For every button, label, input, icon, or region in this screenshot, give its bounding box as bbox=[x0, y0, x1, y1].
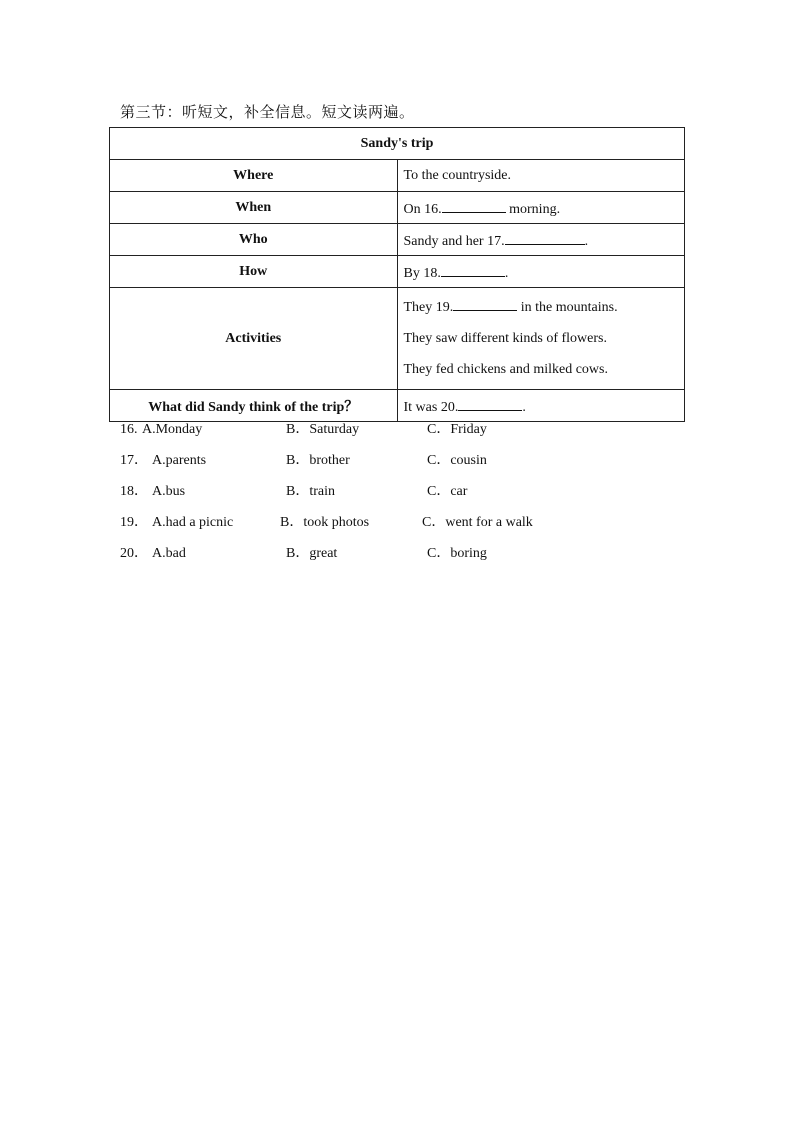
option-c[interactable]: C．boring bbox=[427, 546, 487, 561]
option-b[interactable]: B．brother bbox=[286, 453, 350, 468]
row-key-how: How bbox=[110, 256, 398, 288]
value-prefix: They 19. bbox=[403, 300, 454, 315]
value-prefix: By 18. bbox=[403, 265, 441, 281]
question-row bbox=[120, 451, 680, 482]
value-suffix: morning. bbox=[505, 201, 561, 217]
activity-line: They saw different kinds of flowers. bbox=[403, 331, 607, 346]
answer-blank-20[interactable] bbox=[458, 396, 522, 411]
option-a[interactable]: A.bad bbox=[152, 546, 186, 561]
table-row bbox=[110, 390, 685, 422]
option-b[interactable]: B．great bbox=[286, 546, 338, 561]
question-number: 16. bbox=[120, 422, 138, 437]
activity-line: They fed chickens and milked cows. bbox=[403, 362, 608, 377]
value-suffix: . bbox=[584, 233, 589, 249]
question-options bbox=[120, 420, 680, 575]
section-heading: 第三节：听短文，补全信息。短文读两遍。 bbox=[120, 105, 415, 121]
question-row bbox=[120, 420, 680, 451]
table-title: Sandy's trip bbox=[110, 128, 685, 160]
option-b[interactable]: B．took photos bbox=[280, 515, 370, 530]
row-key-where: Where bbox=[110, 160, 398, 192]
row-value-activities bbox=[397, 288, 685, 390]
option-c[interactable]: C．Friday bbox=[427, 422, 487, 437]
value-suffix: in the mountains. bbox=[517, 300, 618, 315]
table-row bbox=[110, 192, 685, 224]
option-c[interactable]: C．cousin bbox=[427, 453, 487, 468]
row-value-where: To the countryside. bbox=[397, 160, 685, 192]
question-number: 17． bbox=[120, 453, 148, 468]
value-suffix: . bbox=[504, 265, 509, 281]
activity-line bbox=[404, 292, 679, 323]
table-row bbox=[110, 256, 685, 288]
option-a[interactable]: A.had a picnic bbox=[152, 515, 234, 530]
value-prefix: It was 20. bbox=[403, 399, 459, 415]
answer-blank-17[interactable] bbox=[505, 230, 585, 245]
value-prefix: Sandy and her 17. bbox=[403, 233, 505, 249]
row-key-activities: Activities bbox=[110, 288, 398, 390]
answer-blank-19[interactable] bbox=[453, 296, 517, 311]
answer-blank-16[interactable] bbox=[442, 198, 506, 213]
question-row bbox=[120, 544, 680, 575]
question-row bbox=[120, 482, 680, 513]
question-number: 20． bbox=[120, 546, 148, 561]
option-c[interactable]: C．went for a walk bbox=[422, 515, 533, 530]
table-row bbox=[110, 224, 685, 256]
row-value-when bbox=[397, 192, 685, 224]
row-value-how bbox=[397, 256, 685, 288]
option-a[interactable]: A.Monday bbox=[142, 422, 203, 437]
question-number: 19． bbox=[120, 515, 148, 530]
row-value-opinion bbox=[397, 390, 685, 422]
option-b[interactable]: B．train bbox=[286, 484, 335, 499]
option-a[interactable]: A.bus bbox=[152, 484, 186, 499]
table-row bbox=[110, 288, 685, 390]
option-c[interactable]: C．car bbox=[427, 484, 468, 499]
row-key-who: Who bbox=[110, 224, 398, 256]
table-row bbox=[110, 160, 685, 192]
question-row bbox=[120, 513, 680, 544]
trip-info-table bbox=[109, 127, 685, 422]
answer-blank-18[interactable] bbox=[441, 262, 505, 277]
table-title-row bbox=[110, 128, 685, 160]
value-prefix: On 16. bbox=[403, 201, 442, 217]
row-key-when: When bbox=[110, 192, 398, 224]
row-value-who bbox=[397, 224, 685, 256]
row-key-opinion: What did Sandy think of the trip？ bbox=[110, 390, 398, 422]
option-b[interactable]: B．Saturday bbox=[286, 422, 360, 437]
value-suffix: . bbox=[522, 399, 526, 415]
option-a[interactable]: A.parents bbox=[152, 453, 207, 468]
question-number: 18． bbox=[120, 484, 148, 499]
